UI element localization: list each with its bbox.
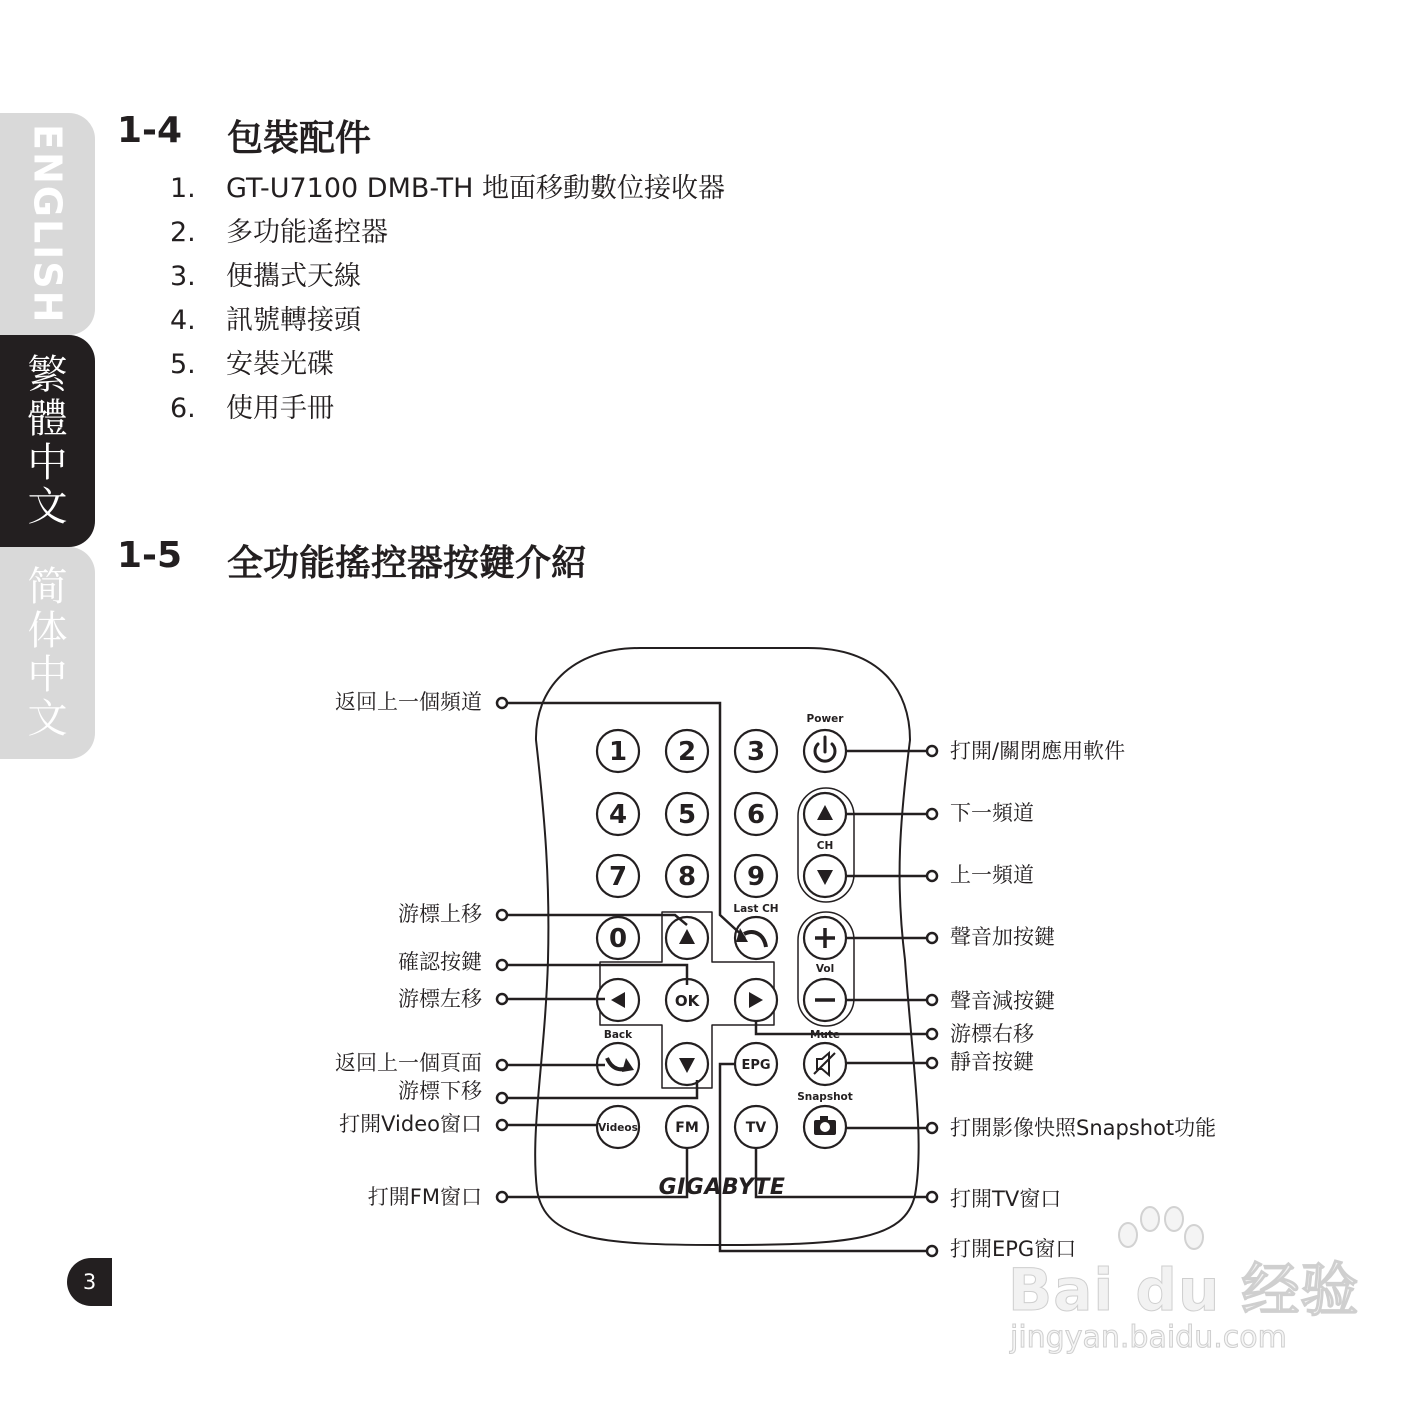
key-5[interactable]: 5 [677,800,697,830]
key-3[interactable]: 3 [746,737,766,767]
section-title: 全功能搖控器按鍵介紹 [227,543,588,584]
callout-dot [927,746,937,756]
item-number: 3. [170,261,196,292]
section-number: 1-5 [117,535,183,576]
watermark-brand: Bai du 经验 [1008,1256,1360,1324]
tab-english-label: ENGLISH [25,123,70,325]
brand-logo: GIGABYTE [658,1175,786,1200]
callout-dot [927,1192,937,1202]
item-number: 2. [170,217,196,248]
tv-button[interactable]: TV [745,1120,767,1136]
item-number: 1. [170,173,196,204]
callout-dot [497,1093,507,1103]
page-number: 3 [67,1258,112,1306]
key-9[interactable]: 9 [746,862,766,892]
tab-simplified-label: 简体中文 [27,564,68,742]
section-title: 包裝配件 [227,118,372,159]
callout-volume-down: 聲音減按鍵 [950,989,1055,1013]
callout-volume-up: 聲音加按鍵 [950,925,1055,949]
key-2[interactable]: 2 [677,737,697,767]
key-4[interactable]: 4 [608,800,628,830]
remote-body [535,648,918,1245]
epg-button[interactable]: EPG [741,1058,771,1073]
callout-dot [497,910,507,920]
key-0[interactable]: 0 [608,924,628,954]
fm-button[interactable]: FM [675,1120,699,1136]
callout-open-tv: 打開TV窗口 [950,1187,1062,1211]
callout-last-channel: 返回上一個頻道 [335,690,482,714]
last-ch-label: Last CH [733,903,779,915]
callout-dot [497,1060,507,1070]
tab-traditional-label: 繁體中文 [27,352,68,530]
snapshot-label: Snapshot [797,1091,853,1103]
ok-button[interactable]: OK [674,992,700,1010]
callout-next-channel: 下一頻道 [950,801,1034,825]
callout-dot [927,1123,937,1133]
item-text: 訊號轉接頭 [226,305,361,336]
callout-dot [927,1029,937,1039]
callout-dot [497,1192,507,1202]
callout-dot [927,1246,937,1256]
callout-prev-channel: 上一頻道 [950,863,1034,887]
callout-cursor-down: 游標下移 [398,1079,482,1103]
key-6[interactable]: 6 [746,800,766,830]
item-text: 安裝光碟 [226,349,334,380]
callout-back-page: 返回上一個頁面 [335,1051,482,1075]
back-label: Back [603,1029,633,1041]
callout-dot [927,1058,937,1068]
callout-open-fm: 打開FM窗口 [367,1185,482,1209]
key-7[interactable]: 7 [608,862,628,892]
callout-dot [497,698,507,708]
callout-power-app: 打開/關閉應用軟件 [950,739,1126,763]
callout-dot [927,871,937,881]
power-label: Power [806,713,844,725]
callout-open-epg: 打開EPG窗口 [950,1237,1077,1261]
key-8[interactable]: 8 [677,862,697,892]
callout-cursor-up: 游標上移 [398,902,482,926]
callout-cursor-right: 游標右移 [950,1022,1034,1046]
callout-snapshot: 打開影像快照Snapshot功能 [950,1116,1217,1140]
mute-label: Mute [809,1029,841,1041]
item-number: 5. [170,349,196,380]
item-text: 多功能遙控器 [226,217,388,248]
callout-dot [497,960,507,970]
callout-dot [927,995,937,1005]
ch-label: CH [816,840,834,852]
item-number: 6. [170,393,196,424]
item-text: 使用手冊 [226,393,334,424]
videos-button[interactable]: Videos [598,1122,638,1134]
callout-mute: 靜音按鍵 [950,1050,1034,1074]
item-number: 4. [170,305,196,336]
callout-dot [497,1120,507,1130]
key-1[interactable]: 1 [608,737,628,767]
watermark-url: jingyan.baidu.com [1010,1320,1287,1355]
item-text: GT-U7100 DMB-TH 地面移動數位接收器 [226,173,726,204]
callout-dot [927,809,937,819]
vol-label: Vol [815,963,835,975]
section-number: 1-4 [117,110,183,151]
callout-open-video: 打開Video窗口 [339,1112,482,1136]
callout-dot [497,994,507,1004]
callout-cursor-left: 游標左移 [398,987,482,1011]
item-text: 便攜式天線 [226,261,361,292]
callout-confirm: 確認按鍵 [398,950,482,974]
callout-dot [927,933,937,943]
